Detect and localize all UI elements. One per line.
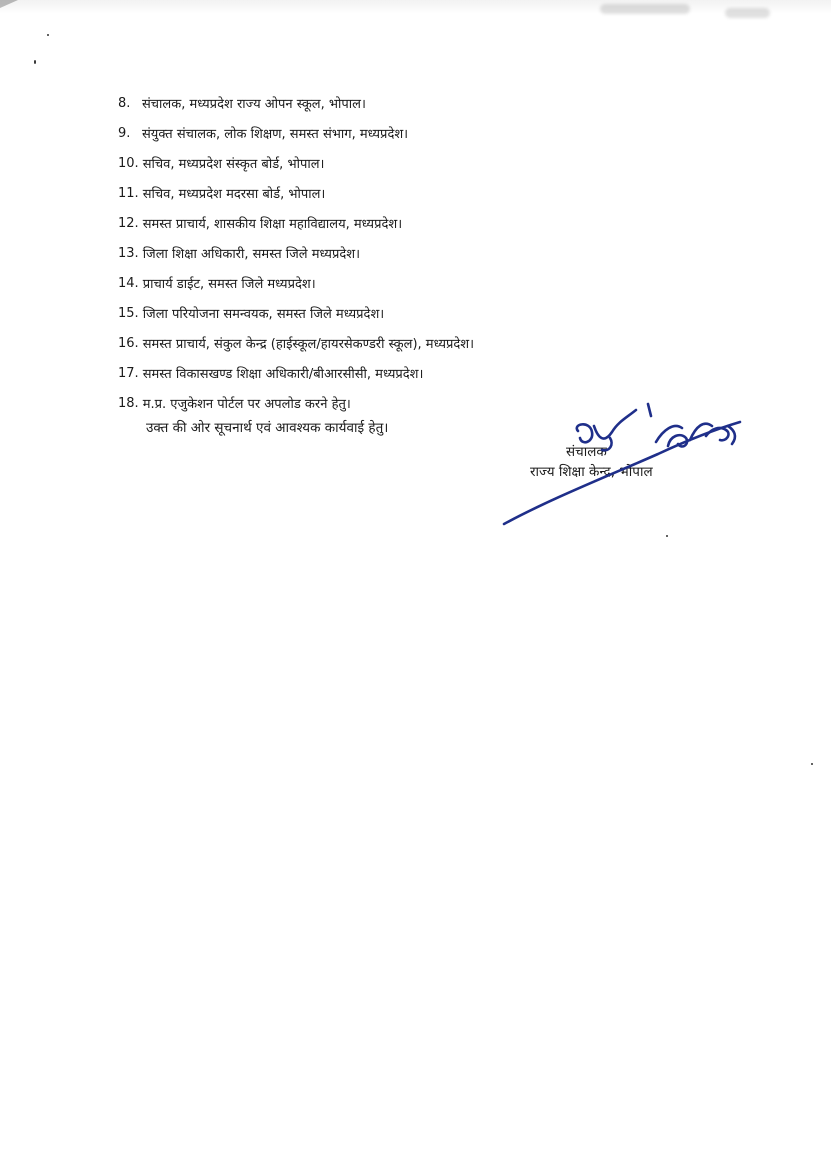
item-number: 10.	[118, 155, 139, 171]
item-text: जिला शिक्षा अधिकारी, समस्त जिले मध्यप्रदेश।	[142, 247, 361, 262]
list-item	[118, 88, 474, 118]
item-number: 14.	[118, 275, 139, 291]
item-text: सचिव, मध्यप्रदेश मदरसा बोर्ड, भोपाल।	[142, 187, 326, 202]
item-text: प्राचार्य डाईट, समस्त जिले मध्यप्रदेश।	[142, 277, 316, 292]
item-number: 17.	[118, 365, 139, 381]
item-text: समस्त प्राचार्य, संकुल केन्द्र (हाईस्कूल/हायरसेकण्डरी स्कूल), मध्यप्रदेश।	[142, 337, 475, 352]
list-item	[118, 148, 474, 178]
list-item	[118, 358, 474, 388]
scan-speck	[34, 60, 36, 64]
item-number: 11.	[118, 185, 139, 201]
list-item	[118, 118, 474, 148]
item-number: 8.	[118, 95, 131, 111]
scan-smudge	[600, 4, 690, 14]
item-number: 12.	[118, 215, 139, 231]
list-item	[118, 268, 474, 298]
item-number: 9.	[118, 125, 131, 141]
item-text: संचालक, मध्यप्रदेश राज्य ओपन स्कूल, भोपाल।	[142, 97, 366, 112]
signatory-office: राज्य शिक्षा केन्द्र, भोपाल	[530, 464, 653, 480]
scan-speck	[666, 535, 668, 537]
item-number: 15.	[118, 305, 139, 321]
scan-edge-top	[0, 0, 831, 14]
list-item	[118, 328, 474, 358]
item-number: 13.	[118, 245, 139, 261]
signatory-designation: संचालक	[566, 444, 607, 460]
list-item	[118, 208, 474, 238]
list-item	[118, 238, 474, 268]
item-text: म.प्र. एजुकेशन पोर्टल पर अपलोड करने हेतु।	[142, 397, 351, 412]
list-item	[118, 298, 474, 328]
item-number: 16.	[118, 335, 139, 351]
scan-speck	[811, 763, 813, 765]
item-text: संयुक्त संचालक, लोक शिक्षण, समस्त संभाग, मध्यप्रदेश।	[142, 127, 409, 142]
scan-smudge	[725, 8, 770, 18]
item-text: समस्त प्राचार्य, शासकीय शिक्षा महाविद्यालय, मध्यप्रदेश।	[142, 217, 403, 232]
list-item	[118, 388, 474, 418]
item-text: सचिव, मध्यप्रदेश संस्कृत बोर्ड, भोपाल।	[142, 157, 325, 172]
list-item	[118, 178, 474, 208]
scan-speck	[47, 34, 49, 36]
item-text: जिला परियोजना समन्वयक, समस्त जिले मध्यप्रदेश।	[142, 307, 385, 322]
item-number: 18.	[118, 395, 139, 411]
distribution-list	[118, 88, 474, 418]
closing-line: उक्त की ओर सूचनार्थ एवं आवश्यक कार्यवाई हेतु।	[146, 420, 389, 436]
item-text: समस्त विकासखण्ड शिक्षा अधिकारी/बीआरसीसी, मध्यप्रदेश।	[142, 367, 424, 382]
